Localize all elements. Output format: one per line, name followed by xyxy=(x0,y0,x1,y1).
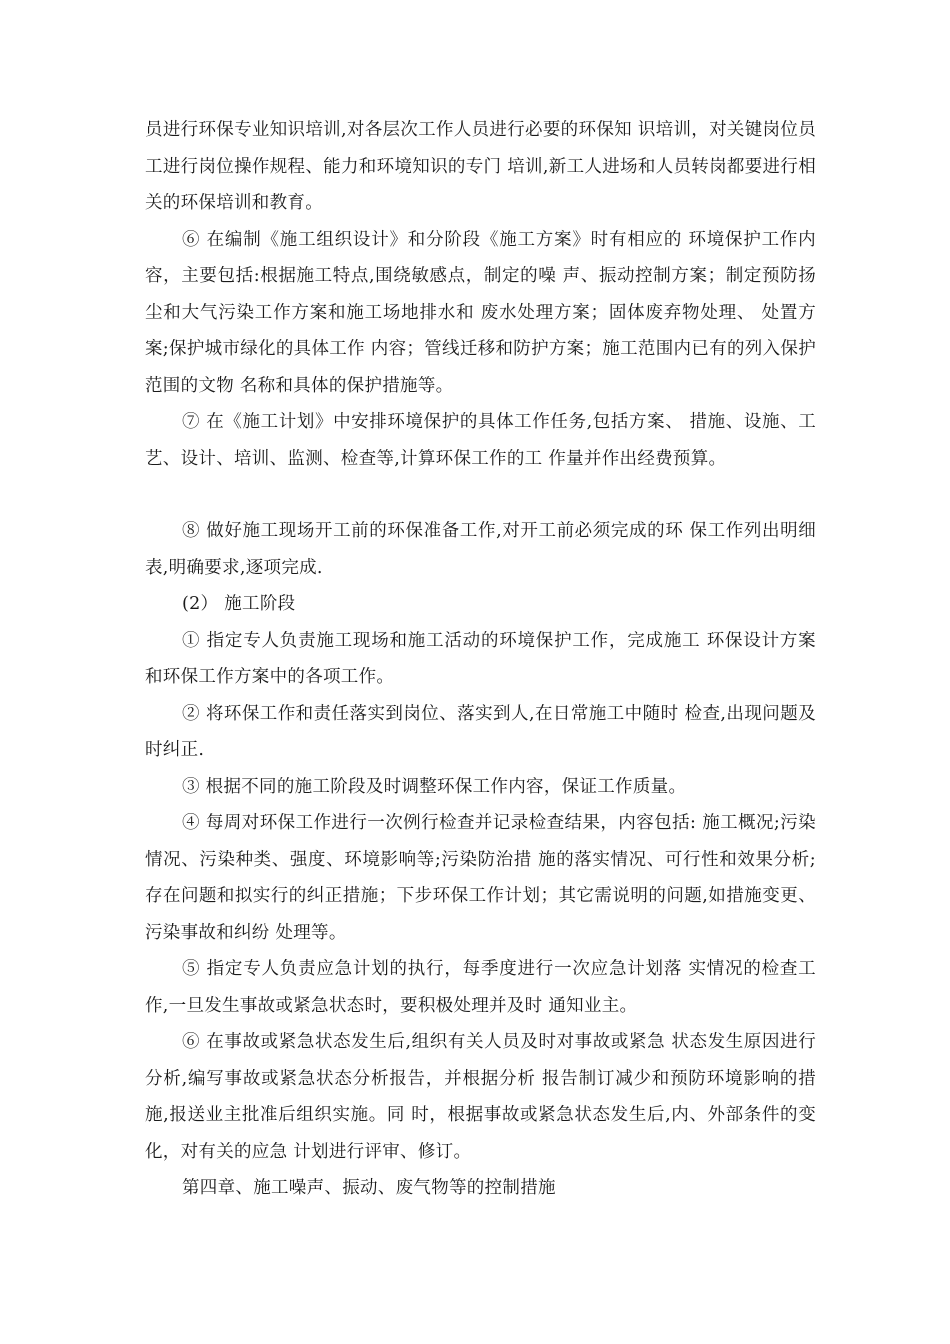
paragraph-stage-item-5: ⑤ 指定专人负责应急计划的执行，每季度进行一次应急计划落 实情况的检查工作,一旦发生事故或紧急状态时，要积极处理并及时 通知业主。 xyxy=(145,959,816,1016)
paragraph-item-8-site-preparation: ⑧ 做好施工现场开工前的环保准备工作,对开工前必须完成的环 保工作列出明细表,明确要求,逐项完成. xyxy=(145,521,816,578)
paragraph-item-7-construction-plan: ⑦ 在《施工计划》中安排环境保护的具体工作任务,包括方案、 措施、设施、工艺、设计、培训、监测、检查等,计算环保工作的工 作量并作出经费预算。 xyxy=(145,412,816,469)
chapter-heading: 第四章、施工噪声、振动、废气物等的控制措施 xyxy=(182,1178,556,1198)
paragraph-stage-item-6: ⑥ 在事故或紧急状态发生后,组织有关人员及时对事故或紧急 状态发生原因进行分析,编写事故或紧急状态分析报告，并根据分析 报告制订减少和预防环境影响的措施,报送业主批准后组织实施。同 时，根据事故或紧急状态发生后,内、外部条件的变化，对有关的应急 计划进行评审、修订。 xyxy=(145,1032,816,1162)
paragraph-stage-item-4: ④ 每周对环保工作进行一次例行检查并记录检查结果，内容包括: 施工概况;污染情况、污染种类、强度、环境影响等;污染防治措 施的落实情况、可行性和效果分析;存在问题和拟实行的纠正措施；下步环保工作计划；其它需说明的问题,如措施变更、 污染事故和纠纷 处理等。 xyxy=(145,813,816,943)
paragraph-stage-item-3: ③ 根据不同的施工阶段及时调整环保工作内容，保证工作质量。 xyxy=(182,776,687,797)
paragraph-stage-item-1: ① 指定专人负责施工现场和施工活动的环境保护工作，完成施工 环保设计方案和环保工作方案中的各项工作。 xyxy=(145,630,816,687)
paragraph-stage-item-2: ② 将环保工作和责任落实到岗位、落实到人,在日常施工中随时 检查,出现问题及时纠正. xyxy=(145,703,816,760)
paragraph-item-6-construction-design: ⑥ 在编制《施工组织设计》和分阶段《施工方案》时有相应的 环境保护工作内容，主要包括:根据施工特点,围绕敏感点，制定的噪 声、振动控制方案；制定预防扬尘和大气污染工作方案和施工场地排水和 废水处理方案；固体废弃物处理、 处置方案;保护城市绿化的具体工作 内容；管线迁移和防护方案；施工范围内已有的列入保护范围的文物 名称和具体的保护措施等。 xyxy=(145,229,816,396)
paragraph-spacer xyxy=(145,477,816,513)
paragraph-training-continued: 员进行环保专业知识培训,对各层次工作人员进行必要的环保知 识培训，对关键岗位员工进行岗位操作规程、能力和环境知识的专门 培训,新工人进场和人员转岗都要进行相关的环保培训和教育。 xyxy=(145,120,816,213)
section-heading-construction-stage: (2） 施工阶段 xyxy=(182,594,296,614)
